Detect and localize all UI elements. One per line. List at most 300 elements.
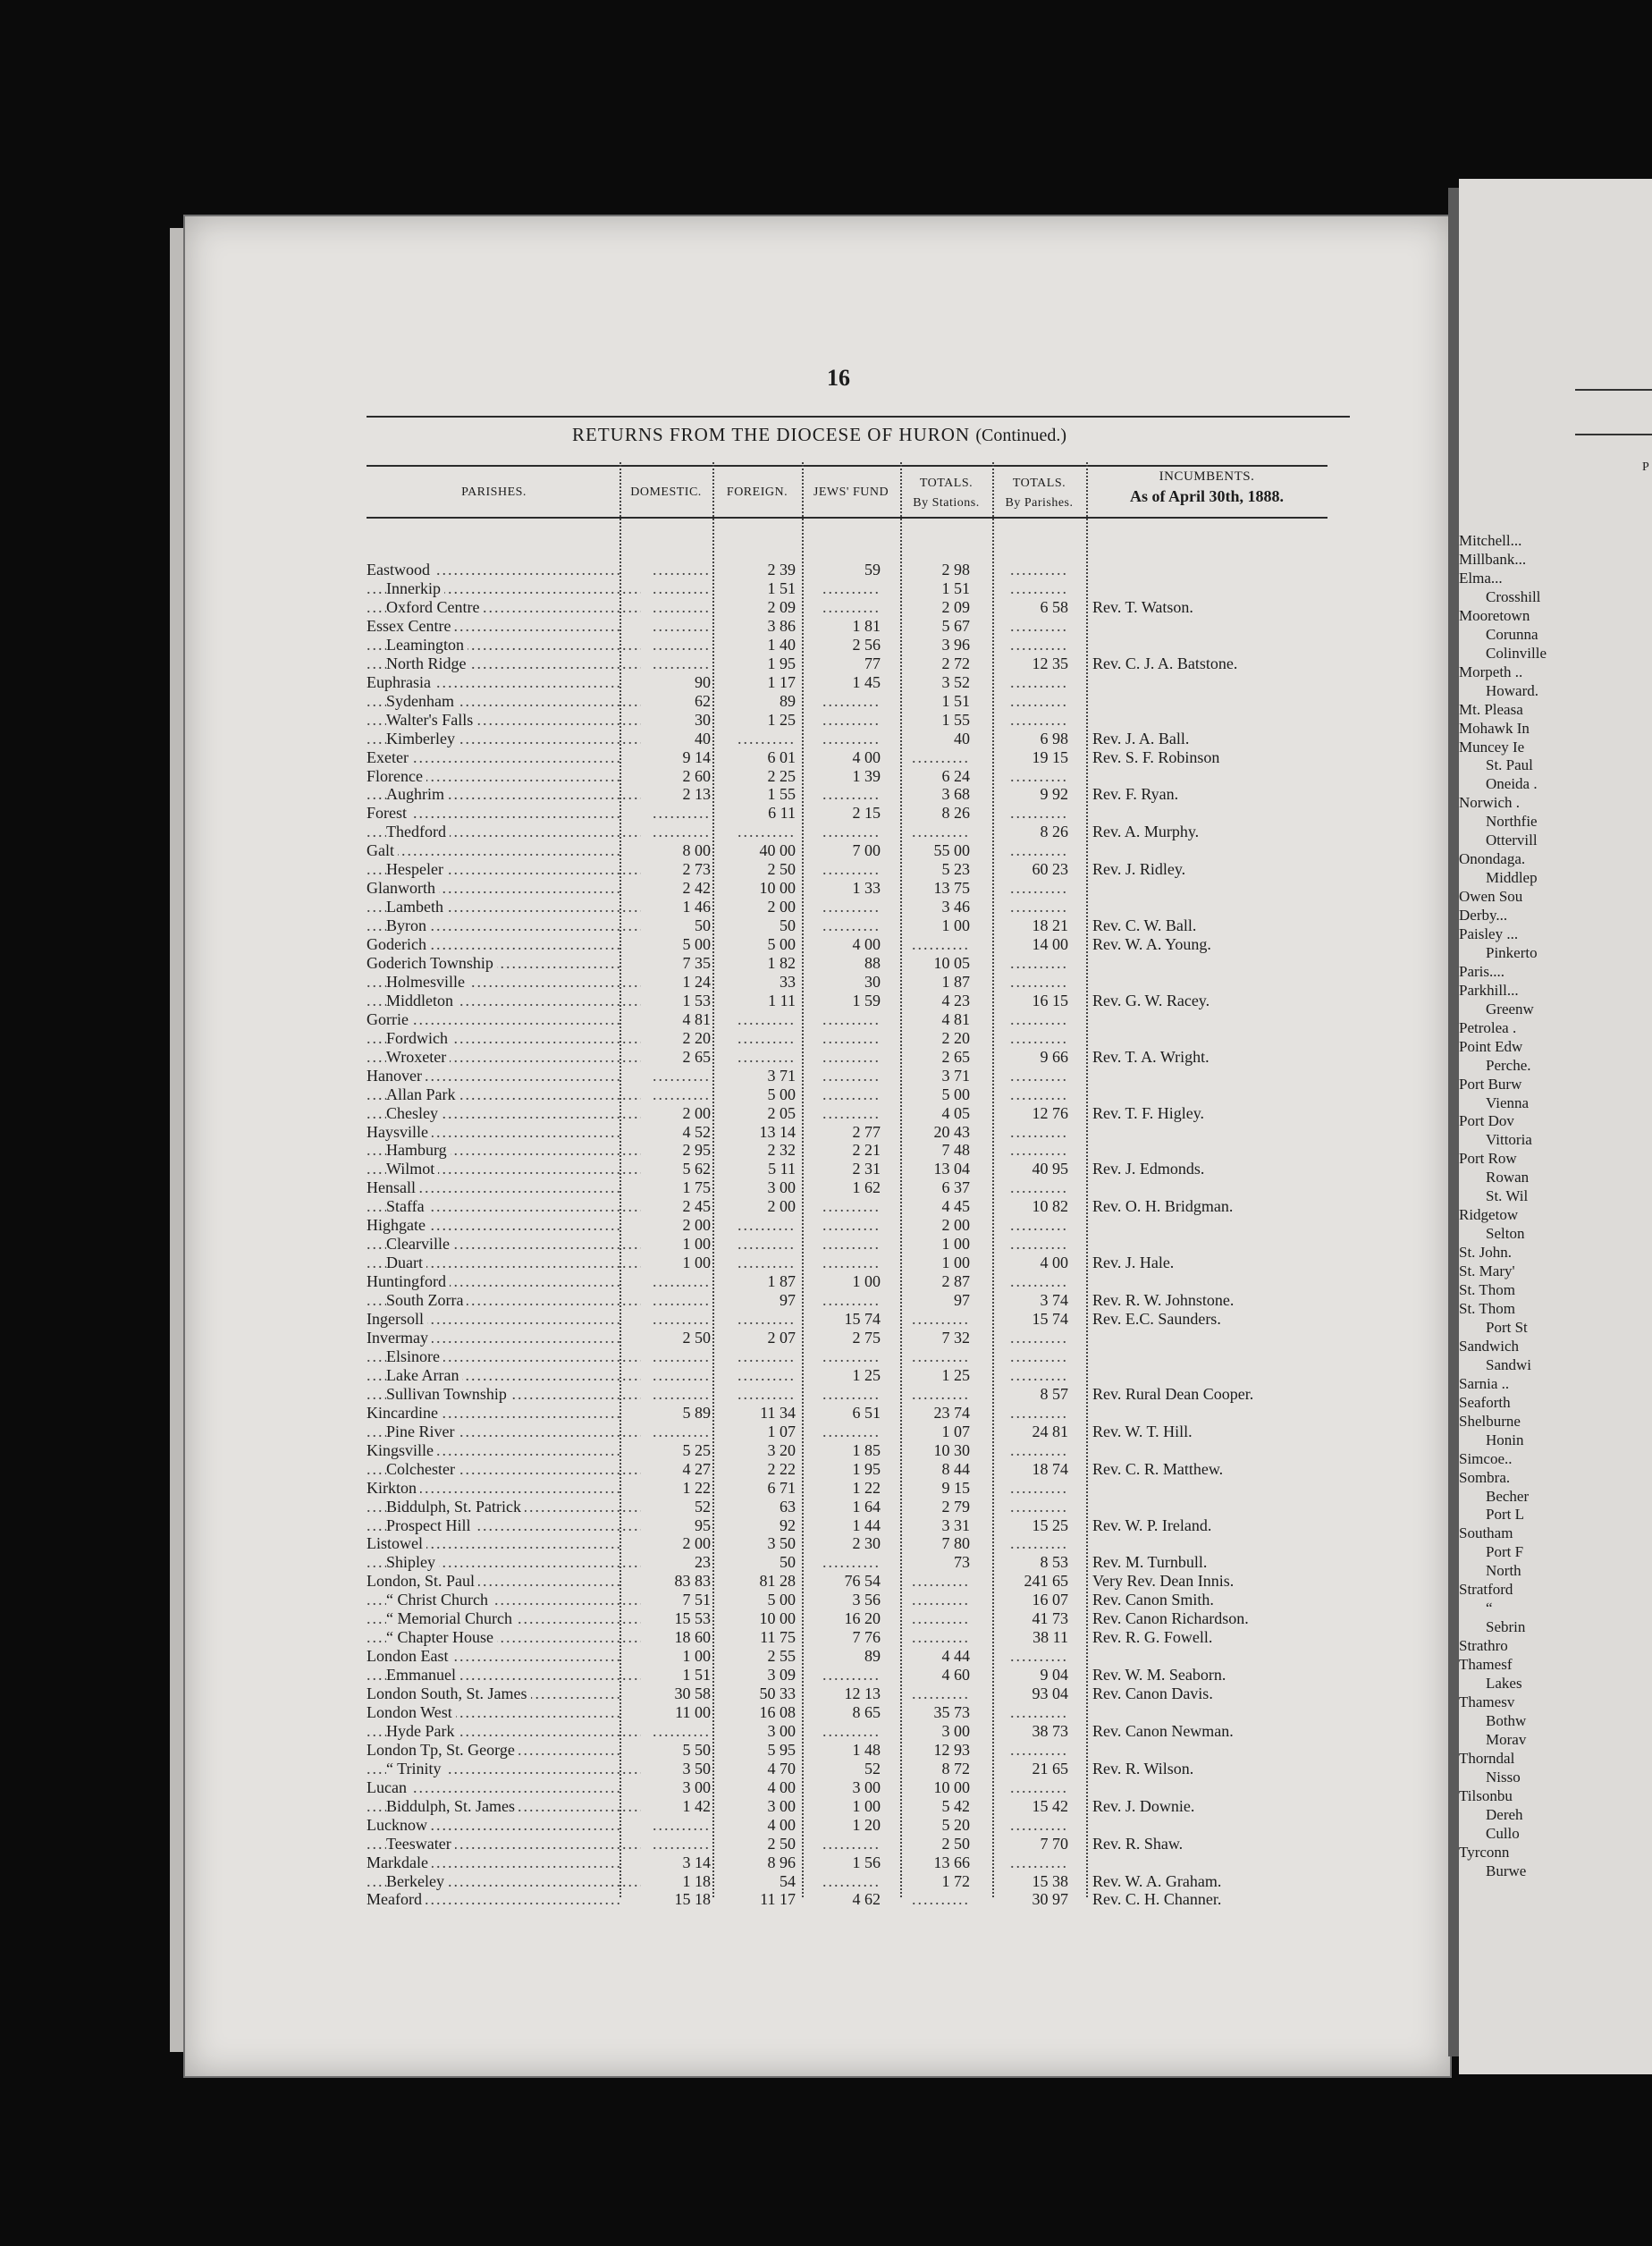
station-total-cell: 2 87 bbox=[941, 1272, 970, 1291]
next-page-parish: Derby... bbox=[1459, 907, 1508, 924]
table-row bbox=[367, 1310, 1403, 1329]
domestic-cell: 1 00 bbox=[682, 1235, 711, 1254]
parish-name bbox=[367, 804, 621, 823]
foreign-cell: 2 22 bbox=[767, 1459, 796, 1478]
page-number: 16 bbox=[827, 365, 850, 391]
foreign-cell: 13 14 bbox=[759, 1122, 796, 1141]
station-total-cell: 9 15 bbox=[941, 1478, 970, 1497]
parish-total-cell: 12 76 bbox=[1032, 1103, 1068, 1122]
header-incumbents bbox=[1086, 467, 1328, 506]
jews-fund-cell: 16 20 bbox=[844, 1609, 881, 1628]
station-total-cell: 4 44 bbox=[941, 1647, 970, 1666]
jews-fund-cell: 1 62 bbox=[852, 1178, 881, 1197]
parish-name bbox=[367, 617, 621, 636]
jews-fund-cell: 2 31 bbox=[852, 1160, 881, 1178]
header-totals-stations-line1: TOTALS. bbox=[919, 477, 974, 490]
domestic-cell: 2 00 bbox=[682, 1216, 711, 1235]
jews-fund-cell: .......... bbox=[822, 1066, 881, 1085]
station-total-cell: 2 65 bbox=[941, 1047, 970, 1066]
domestic-cell: 2 45 bbox=[682, 1197, 711, 1216]
jews-fund-cell: 4 00 bbox=[852, 747, 881, 766]
parish-name bbox=[367, 1778, 621, 1797]
jews-fund-cell: 1 00 bbox=[852, 1272, 881, 1291]
jews-fund-cell: .......... bbox=[822, 729, 881, 747]
next-page-rule bbox=[1575, 434, 1652, 435]
parish-name bbox=[367, 1329, 621, 1347]
table-row bbox=[367, 916, 1403, 935]
domestic-cell: 9 14 bbox=[682, 747, 711, 766]
parish-name bbox=[367, 1235, 641, 1254]
station-total-cell: 6 24 bbox=[941, 766, 970, 785]
domestic-cell: 2 60 bbox=[682, 766, 711, 785]
station-total-cell: 1 87 bbox=[941, 972, 970, 991]
station-total-cell: 1 25 bbox=[941, 1365, 970, 1384]
parish-total-cell: .......... bbox=[1010, 1777, 1068, 1796]
table-row bbox=[367, 1741, 1403, 1760]
parish-label: London East bbox=[367, 1647, 452, 1665]
parish-label: Hyde Park bbox=[386, 1722, 458, 1740]
domestic-cell: 2 65 bbox=[682, 1047, 711, 1066]
parish-name bbox=[367, 841, 621, 860]
jews-fund-cell: .......... bbox=[822, 1834, 881, 1853]
next-page-parish: Millbank... bbox=[1459, 550, 1527, 568]
station-total-cell: .......... bbox=[912, 747, 970, 766]
next-page-parish: Mt. Pleasa bbox=[1459, 700, 1523, 718]
foreign-cell: 89 bbox=[780, 691, 796, 710]
parish-name bbox=[367, 1010, 621, 1029]
parish-name bbox=[367, 1666, 641, 1684]
station-total-cell: 3 71 bbox=[941, 1066, 970, 1085]
parish-total-cell: 60 23 bbox=[1032, 860, 1068, 879]
jews-fund-cell: 2 15 bbox=[852, 804, 881, 823]
jews-fund-cell: 4 00 bbox=[852, 935, 881, 953]
foreign-cell: 2 09 bbox=[767, 597, 796, 616]
parish-total-cell: .......... bbox=[1010, 804, 1068, 823]
station-total-cell: 55 00 bbox=[933, 841, 970, 860]
station-total-cell: .......... bbox=[912, 1384, 970, 1403]
domestic-cell: 50 bbox=[695, 916, 711, 934]
parish-name bbox=[367, 692, 641, 711]
table-row bbox=[367, 692, 1403, 711]
parish-total-cell: .......... bbox=[1010, 766, 1068, 785]
parish-label: Duart bbox=[386, 1254, 426, 1271]
parish-total-cell: 21 65 bbox=[1032, 1759, 1068, 1777]
parish-label: Hamburg bbox=[386, 1141, 451, 1159]
parish-total-cell: .......... bbox=[1010, 1009, 1068, 1028]
parish-total-cell: .......... bbox=[1010, 1141, 1068, 1160]
next-page-parish: Cullo bbox=[1486, 1824, 1520, 1842]
domestic-cell: 62 bbox=[695, 691, 711, 710]
foreign-cell: 63 bbox=[780, 1497, 796, 1516]
jews-fund-cell: .......... bbox=[822, 1197, 881, 1216]
parish-label: Kimberley bbox=[386, 730, 459, 747]
foreign-cell: .......... bbox=[738, 1310, 796, 1328]
incumbent-name: Rev. R. W. Johnstone. bbox=[1092, 1291, 1235, 1309]
next-page-parish: Elma... bbox=[1459, 569, 1503, 587]
domestic-cell: 5 62 bbox=[682, 1160, 711, 1178]
parish-label: Wroxeter bbox=[386, 1048, 450, 1066]
table-row bbox=[367, 636, 1403, 654]
incumbent-name: Rev. C. H. Channer. bbox=[1092, 1890, 1222, 1909]
foreign-cell: 1 07 bbox=[767, 1422, 796, 1440]
domestic-cell: .......... bbox=[653, 1721, 711, 1740]
header-totals-stations-line2: By Stations. bbox=[913, 496, 980, 510]
next-page-parish: Greenw bbox=[1486, 1000, 1534, 1017]
domestic-cell: 4 27 bbox=[682, 1459, 711, 1478]
parish-label: Lambeth bbox=[386, 898, 447, 916]
parish-label: Florence bbox=[367, 767, 426, 785]
foreign-cell: 2 50 bbox=[767, 1834, 796, 1853]
station-total-cell: 1 07 bbox=[941, 1422, 970, 1440]
station-total-cell: 10 00 bbox=[933, 1777, 970, 1796]
foreign-cell: 1 51 bbox=[767, 579, 796, 597]
jews-fund-cell: 3 00 bbox=[852, 1777, 881, 1796]
parish-label: Hensall bbox=[367, 1178, 419, 1196]
next-page-parish: Selton bbox=[1486, 1225, 1525, 1243]
parish-label: Prospect Hill bbox=[386, 1516, 475, 1534]
jews-fund-cell: .......... bbox=[822, 1422, 881, 1440]
next-page-parish: Vittoria bbox=[1486, 1131, 1532, 1149]
table-row bbox=[367, 1404, 1403, 1423]
station-total-cell: .......... bbox=[912, 1628, 970, 1647]
table-row bbox=[367, 1291, 1403, 1310]
parish-total-cell: .......... bbox=[1010, 1347, 1068, 1365]
foreign-cell: 33 bbox=[780, 972, 796, 991]
foreign-cell: 5 00 bbox=[767, 1591, 796, 1609]
parish-label: Lake Arran bbox=[386, 1366, 462, 1384]
parish-label: Aughrim bbox=[386, 785, 448, 803]
title-text: RETURNS FROM THE DIOCESE OF HURON bbox=[572, 424, 971, 445]
domestic-cell: 1 75 bbox=[682, 1178, 711, 1197]
parish-label: Hanover bbox=[367, 1067, 426, 1085]
next-page-parish: Tyrconn bbox=[1459, 1843, 1510, 1861]
jews-fund-cell: .......... bbox=[822, 860, 881, 879]
next-page-parish: North bbox=[1486, 1562, 1521, 1580]
foreign-cell: 3 86 bbox=[767, 616, 796, 635]
next-page-parish: “ bbox=[1486, 1600, 1493, 1617]
parish-total-cell: 15 42 bbox=[1032, 1796, 1068, 1815]
parish-label: Galt bbox=[367, 841, 398, 859]
next-page-parish: Burwe bbox=[1486, 1862, 1527, 1879]
domestic-cell: 52 bbox=[695, 1497, 711, 1516]
station-total-cell: 6 37 bbox=[941, 1178, 970, 1197]
domestic-cell: 4 52 bbox=[682, 1122, 711, 1141]
jews-fund-cell: .......... bbox=[822, 1235, 881, 1254]
parish-label: Fordwich bbox=[386, 1029, 451, 1047]
jews-fund-cell: 1 48 bbox=[852, 1740, 881, 1759]
domestic-cell: .......... bbox=[653, 1422, 711, 1440]
parish-name bbox=[367, 1197, 641, 1216]
parish-total-cell: 3 74 bbox=[1040, 1291, 1068, 1309]
domestic-cell: .......... bbox=[653, 1347, 711, 1365]
incumbent-name: Rev. Rural Dean Cooper. bbox=[1092, 1384, 1254, 1403]
parish-name bbox=[367, 1797, 641, 1816]
domestic-cell: 1 51 bbox=[682, 1666, 711, 1684]
table-row bbox=[367, 1347, 1403, 1366]
station-total-cell: 2 20 bbox=[941, 1028, 970, 1047]
jews-fund-cell: 7 00 bbox=[852, 841, 881, 860]
station-total-cell: 4 23 bbox=[941, 991, 970, 1009]
jews-fund-cell: 2 77 bbox=[852, 1122, 881, 1141]
parish-name bbox=[367, 1141, 641, 1160]
parish-total-cell: .......... bbox=[1010, 1440, 1068, 1459]
parish-label: Kincardine bbox=[367, 1404, 442, 1422]
station-total-cell: 1 55 bbox=[941, 710, 970, 729]
station-total-cell: 5 42 bbox=[941, 1796, 970, 1815]
parish-total-cell: .......... bbox=[1010, 898, 1068, 916]
station-total-cell: 8 26 bbox=[941, 804, 970, 823]
header-bottom-rule bbox=[367, 517, 1328, 519]
next-page-parish: Port Burw bbox=[1459, 1075, 1522, 1093]
jews-fund-cell: 15 74 bbox=[844, 1310, 881, 1328]
station-total-cell: 12 93 bbox=[933, 1740, 970, 1759]
jews-fund-cell: 1 22 bbox=[852, 1478, 881, 1497]
domestic-cell: .......... bbox=[653, 1066, 711, 1085]
title-suffix: (Continued.) bbox=[975, 426, 1066, 445]
parish-label: Middleton bbox=[386, 992, 457, 1009]
parish-label: Goderich bbox=[367, 935, 430, 953]
station-total-cell: 3 52 bbox=[941, 672, 970, 691]
foreign-cell: 92 bbox=[780, 1516, 796, 1534]
jews-fund-cell: 2 30 bbox=[852, 1534, 881, 1553]
next-page-parish: Port St bbox=[1486, 1318, 1528, 1336]
parish-total-cell: .......... bbox=[1010, 1235, 1068, 1254]
header-incumbents-line1: INCUMBENTS. bbox=[1159, 469, 1255, 484]
domestic-cell: 15 53 bbox=[674, 1609, 711, 1628]
foreign-cell: 5 00 bbox=[767, 1085, 796, 1103]
next-page-parish: Crosshill bbox=[1486, 587, 1541, 605]
parish-name bbox=[367, 673, 621, 692]
table-row bbox=[367, 898, 1403, 916]
station-total-cell: 13 75 bbox=[933, 879, 970, 898]
foreign-cell: 1 95 bbox=[767, 654, 796, 672]
domestic-cell: .......... bbox=[653, 635, 711, 654]
domestic-cell: 18 60 bbox=[674, 1628, 711, 1647]
station-total-cell: 10 05 bbox=[933, 954, 970, 972]
top-rule bbox=[367, 416, 1350, 418]
table-row bbox=[367, 1778, 1403, 1797]
station-total-cell: 1 51 bbox=[941, 691, 970, 710]
jews-fund-cell: 4 62 bbox=[852, 1890, 881, 1909]
table-row bbox=[367, 711, 1403, 730]
jews-fund-cell: 2 75 bbox=[852, 1328, 881, 1347]
domestic-cell: 1 00 bbox=[682, 1647, 711, 1666]
header-totals-stations bbox=[900, 474, 992, 513]
incumbent-name: Rev. W. P. Ireland. bbox=[1092, 1516, 1212, 1534]
domestic-cell: 1 24 bbox=[682, 972, 711, 991]
next-page-header: P bbox=[1642, 460, 1649, 474]
domestic-cell: 5 25 bbox=[682, 1440, 711, 1459]
parish-name bbox=[367, 1872, 641, 1891]
foreign-cell: 2 00 bbox=[767, 898, 796, 916]
table-row bbox=[367, 1178, 1403, 1197]
next-page-parish: St. Thom bbox=[1459, 1299, 1515, 1317]
station-total-cell: 3 46 bbox=[941, 898, 970, 916]
table-row bbox=[367, 1516, 1403, 1535]
table-row bbox=[367, 1797, 1403, 1816]
parish-label: Shipley bbox=[386, 1553, 439, 1571]
parish-total-cell: .......... bbox=[1010, 1853, 1068, 1871]
parish-name bbox=[367, 879, 621, 898]
parish-name bbox=[367, 1628, 641, 1647]
next-page-parish: Southam bbox=[1459, 1524, 1513, 1542]
station-total-cell: 4 05 bbox=[941, 1103, 970, 1122]
domestic-cell: 30 58 bbox=[674, 1684, 711, 1702]
foreign-cell: 2 07 bbox=[767, 1328, 796, 1347]
incumbent-name: Rev. Canon Newman. bbox=[1092, 1721, 1234, 1740]
foreign-cell: .......... bbox=[738, 1347, 796, 1365]
parish-name bbox=[367, 1741, 621, 1760]
foreign-cell: 11 75 bbox=[760, 1628, 796, 1647]
next-page-parish: Pinkerto bbox=[1486, 943, 1538, 961]
foreign-cell: 3 71 bbox=[767, 1066, 796, 1085]
parish-label: Staffa bbox=[386, 1197, 428, 1215]
next-page-parish: Colinville bbox=[1486, 644, 1547, 662]
jews-fund-cell: 1 33 bbox=[852, 879, 881, 898]
foreign-cell: .......... bbox=[738, 1254, 796, 1272]
parish-label: Biddulph, St. James bbox=[386, 1797, 518, 1815]
parish-name bbox=[367, 1291, 641, 1310]
parish-total-cell: 4 00 bbox=[1040, 1254, 1068, 1272]
jews-fund-cell: 8 65 bbox=[852, 1703, 881, 1721]
parish-label: Kingsville bbox=[367, 1441, 437, 1459]
table-row bbox=[367, 673, 1403, 692]
foreign-cell: 4 00 bbox=[767, 1815, 796, 1834]
parish-total-cell: .......... bbox=[1010, 1740, 1068, 1759]
next-page-parish: Sandwich bbox=[1459, 1337, 1520, 1355]
parish-name bbox=[367, 1703, 621, 1722]
domestic-cell: .......... bbox=[653, 804, 711, 823]
station-total-cell: 8 44 bbox=[941, 1459, 970, 1478]
next-page-parish: Petrolea . bbox=[1459, 1018, 1517, 1036]
foreign-cell: 10 00 bbox=[759, 1609, 796, 1628]
incumbent-name: Rev. A. Murphy. bbox=[1092, 823, 1200, 841]
incumbent-name: Rev. T. A. Wright. bbox=[1092, 1047, 1210, 1066]
jews-fund-cell: 52 bbox=[864, 1759, 881, 1777]
parish-label: “ Christ Church bbox=[386, 1591, 492, 1609]
station-total-cell: 2 72 bbox=[941, 654, 970, 672]
station-total-cell: .......... bbox=[912, 1310, 970, 1328]
parish-total-cell: .......... bbox=[1010, 1216, 1068, 1235]
station-total-cell: .......... bbox=[912, 823, 970, 841]
parish-name bbox=[367, 636, 641, 654]
table-row bbox=[367, 1534, 1403, 1553]
domestic-cell: .......... bbox=[653, 1815, 711, 1834]
parish-name bbox=[367, 1498, 641, 1516]
parish-name bbox=[367, 785, 641, 804]
incumbent-name: Rev. T. F. Higley. bbox=[1092, 1103, 1205, 1122]
parish-label: Holmesville bbox=[386, 973, 468, 991]
parish-total-cell: 15 25 bbox=[1032, 1516, 1068, 1534]
table-row bbox=[367, 1029, 1403, 1048]
domestic-cell: .......... bbox=[653, 1834, 711, 1853]
jews-fund-cell: 1 25 bbox=[852, 1365, 881, 1384]
parish-name bbox=[367, 1853, 621, 1872]
table-row bbox=[367, 1104, 1403, 1123]
station-total-cell: 4 45 bbox=[941, 1197, 970, 1216]
parish-label: Goderich Township bbox=[367, 954, 497, 972]
parish-name bbox=[367, 1609, 641, 1628]
domestic-cell: 83 83 bbox=[674, 1572, 711, 1591]
parish-label: North Ridge bbox=[386, 654, 470, 672]
next-page-fragment bbox=[1459, 179, 1652, 2074]
parish-total-cell: 24 81 bbox=[1032, 1422, 1068, 1440]
table-row bbox=[367, 1366, 1403, 1385]
parish-label: London, St. Paul bbox=[367, 1572, 478, 1590]
table-row bbox=[367, 1235, 1403, 1254]
domestic-cell: .......... bbox=[653, 1272, 711, 1291]
parish-label: Lucan bbox=[367, 1778, 410, 1796]
parish-name bbox=[367, 1085, 641, 1104]
parish-total-cell: 93 04 bbox=[1032, 1684, 1068, 1702]
table-row bbox=[367, 1254, 1403, 1272]
parish-label: Kirkton bbox=[367, 1479, 420, 1497]
parish-name bbox=[367, 1647, 621, 1666]
parish-name bbox=[367, 1760, 641, 1778]
foreign-cell: 2 25 bbox=[767, 766, 796, 785]
domestic-cell: 7 51 bbox=[682, 1591, 711, 1609]
station-total-cell: 13 04 bbox=[933, 1160, 970, 1178]
jews-fund-cell: .......... bbox=[822, 785, 881, 804]
parish-total-cell: .......... bbox=[1010, 1272, 1068, 1291]
domestic-cell: 1 22 bbox=[682, 1478, 711, 1497]
next-page-parish: Morpeth .. bbox=[1459, 663, 1523, 680]
table-row bbox=[367, 1010, 1403, 1029]
incumbent-name: Rev. T. Watson. bbox=[1092, 597, 1193, 616]
domestic-cell: .......... bbox=[653, 1365, 711, 1384]
next-page-parish: Simcoe.. bbox=[1459, 1449, 1513, 1467]
parish-total-cell: .......... bbox=[1010, 1066, 1068, 1085]
parish-total-cell: 16 15 bbox=[1032, 991, 1068, 1009]
foreign-cell: 3 09 bbox=[767, 1666, 796, 1684]
domestic-cell: 2 00 bbox=[682, 1534, 711, 1553]
domestic-cell: 2 20 bbox=[682, 1028, 711, 1047]
foreign-cell: 3 50 bbox=[767, 1534, 796, 1553]
next-page-parish: Parkhill... bbox=[1459, 981, 1519, 999]
parish-total-cell: 38 73 bbox=[1032, 1721, 1068, 1740]
next-page-parish: Paris.... bbox=[1459, 962, 1504, 980]
parish-label: Biddulph, St. Patrick bbox=[386, 1498, 525, 1516]
station-total-cell: 4 81 bbox=[941, 1009, 970, 1028]
parish-name bbox=[367, 992, 641, 1010]
table-row bbox=[367, 767, 1403, 786]
parish-label: Emmanuel bbox=[386, 1666, 459, 1684]
domestic-cell: 5 00 bbox=[682, 935, 711, 953]
parish-total-cell: .......... bbox=[1010, 1403, 1068, 1422]
parish-name bbox=[367, 767, 621, 786]
parish-total-cell: 14 00 bbox=[1032, 935, 1068, 953]
table-row bbox=[367, 654, 1403, 673]
table-row bbox=[367, 1853, 1403, 1872]
jews-fund-cell: .......... bbox=[822, 1291, 881, 1309]
foreign-cell: 1 87 bbox=[767, 1272, 796, 1291]
next-page-parish: Sebrin bbox=[1486, 1618, 1526, 1636]
table-row bbox=[367, 1498, 1403, 1516]
parish-name bbox=[367, 973, 641, 992]
parish-label: Hespeler bbox=[386, 860, 447, 878]
domestic-cell: 1 18 bbox=[682, 1871, 711, 1890]
next-page-parish: Owen Sou bbox=[1459, 888, 1523, 905]
header-totals-parishes-line2: By Parishes. bbox=[1005, 496, 1074, 510]
foreign-cell: .......... bbox=[738, 1384, 796, 1403]
jews-fund-cell: .......... bbox=[822, 1047, 881, 1066]
parish-label: Eastwood bbox=[367, 561, 434, 578]
table-row bbox=[367, 1628, 1403, 1647]
parish-name bbox=[367, 654, 641, 673]
parish-name bbox=[367, 860, 641, 879]
foreign-cell: 2 39 bbox=[767, 561, 796, 578]
next-page-parish: Thamesf bbox=[1459, 1656, 1513, 1673]
